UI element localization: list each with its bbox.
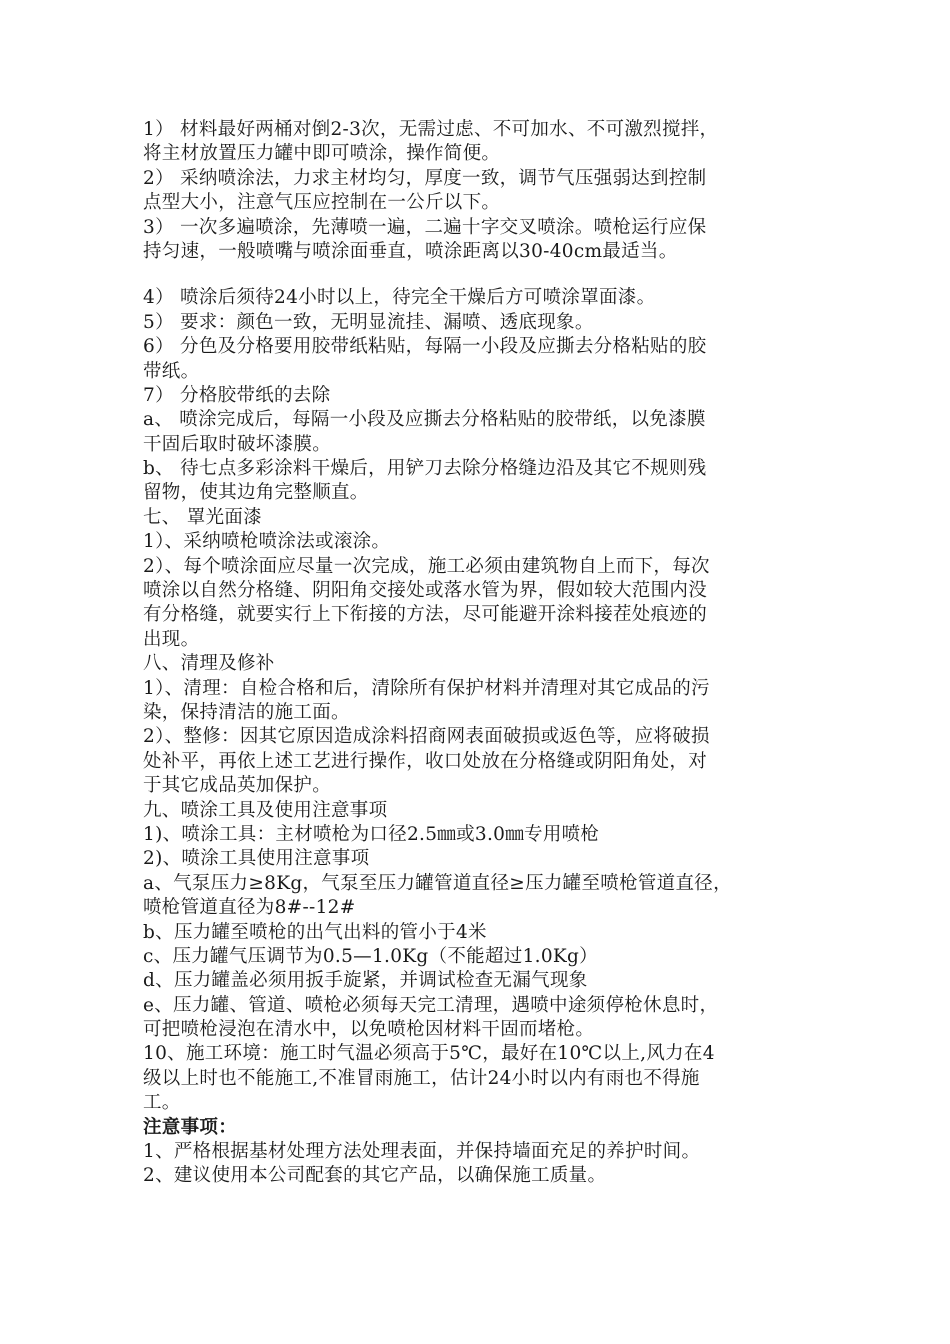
text-line: c、压力罐气压调节为0.5—1.0Kg（不能超过1.0Kg） bbox=[143, 945, 598, 967]
text-line: 可把喷枪浸泡在清水中，以免喷枪因材料干固而堵枪。 bbox=[143, 1019, 595, 1041]
text-line: 2）、整修：因其它原因造成涂料招商网表面破损或返色等，应将破损 bbox=[143, 726, 710, 748]
text-line: 10、施工环境：施工时气温必须高于5℃，最好在10℃以上,风力在4 bbox=[143, 1043, 715, 1065]
text-line: 将主材放置压力罐中即可喷涂，操作简便。 bbox=[143, 143, 501, 165]
text-line: 干固后取时破坏漆膜。 bbox=[143, 433, 332, 455]
text-line: 处补平，再依上述工艺进行操作，收口处放在分格缝或阴阳角处，对 bbox=[143, 750, 708, 772]
text-line: 3） 一次多遍喷涂，先薄喷一遍，二遍十字交叉喷涂。喷枪运行应保 bbox=[143, 216, 707, 238]
text-line: a、 喷涂完成后，每隔一小段及应撕去分格粘贴的胶带纸，以免漆膜 bbox=[143, 409, 706, 431]
text-line: 喷枪管道直径为8#--12# bbox=[143, 897, 356, 919]
text-line: 带纸。 bbox=[143, 360, 200, 382]
text-line: b、 待七点多彩涂料干燥后，用铲刀去除分格缝边沿及其它不规则残 bbox=[143, 458, 707, 480]
text-line: 4） 喷涂后须待24小时以上，待完全干燥后方可喷涂罩面漆。 bbox=[143, 287, 656, 309]
section-heading: 八、清理及修补 bbox=[143, 653, 275, 675]
text-line: e、压力罐、管道、喷枪必须每天完工清理，遇喷中途须停枪休息时， bbox=[143, 994, 719, 1016]
text-line: 1）、采纳喷枪喷涂法或滚涂。 bbox=[143, 531, 391, 553]
text-line: 1）、清理：自检合格和后，清除所有保护材料并清理对其它成品的污 bbox=[143, 677, 710, 699]
text-line: 1） 材料最好两桶对倒2-3次，无需过虑、不可加水、不可激烈搅拌， bbox=[143, 119, 719, 140]
notes-heading: 注意事项： bbox=[143, 1116, 238, 1138]
text-line: 6） 分色及分格要用胶带纸粘贴，每隔一小段及应撕去分格粘贴的胶 bbox=[143, 336, 707, 358]
text-line: 1、严格根据基材处理方法处理表面，并保持墙面充足的养护时间。 bbox=[143, 1141, 701, 1163]
text-line: 级以上时也不能施工,不准冒雨施工，估计24小时以内有雨也不得施 bbox=[143, 1067, 700, 1089]
text-line: 持匀速，一般喷嘴与喷涂面垂直，喷涂距离以30-40cm最适当。 bbox=[143, 240, 678, 262]
text-line: 5） 要求：颜色一致，无明显流挂、漏喷、透底现象。 bbox=[143, 311, 594, 333]
text-line: 染，保持清洁的施工面。 bbox=[143, 701, 350, 723]
text-line: 2）、每个喷涂面应尽量一次完成，施工必须由建筑物自上而下，每次 bbox=[143, 555, 710, 577]
text-line: 7） 分格胶带纸的去除 bbox=[143, 384, 331, 406]
paragraph-gap bbox=[143, 264, 808, 286]
text-line: 1)、喷涂工具：主材喷枪为口径2.5㎜或3.0㎜专用喷枪 bbox=[143, 823, 600, 845]
section-heading: 九、喷涂工具及使用注意事项 bbox=[143, 799, 388, 821]
text-line: d、压力罐盖必须用扳手旋紧，并调试检查无漏气现象 bbox=[143, 970, 588, 992]
text-line: a、气泵压力≥8Kg，气泵至压力罐管道直径≥压力罐至喷枪管道直径， bbox=[143, 872, 732, 894]
text-line: 2)、喷涂工具使用注意事项 bbox=[143, 848, 370, 870]
text-line: 2、建议使用本公司配套的其它产品，以确保施工质量。 bbox=[143, 1165, 607, 1187]
text-line: 出现。 bbox=[143, 628, 200, 650]
text-line: 留物，使其边角完整顺直。 bbox=[143, 482, 369, 504]
text-line: 喷涂以自然分格缝、阴阳角交接处或落水管为界，假如较大范围内没 bbox=[143, 580, 708, 602]
section-heading: 七、 罩光面漆 bbox=[143, 506, 262, 528]
text-line: 有分格缝，就要实行上下衔接的方法，尽可能避开涂料接茬处痕迹的 bbox=[143, 604, 708, 626]
text-line: 点型大小，注意气压应控制在一公斤以下。 bbox=[143, 192, 501, 214]
document-body bbox=[143, 118, 808, 1189]
text-line: 2） 采纳喷涂法，力求主材均匀，厚度一致，调节气压强弱达到控制 bbox=[143, 167, 707, 189]
text-line: 工。 bbox=[143, 1092, 181, 1114]
text-line: 于其它成品英加保护。 bbox=[143, 775, 332, 797]
text-line: b、压力罐至喷枪的出气出料的管小于4米 bbox=[143, 921, 487, 943]
